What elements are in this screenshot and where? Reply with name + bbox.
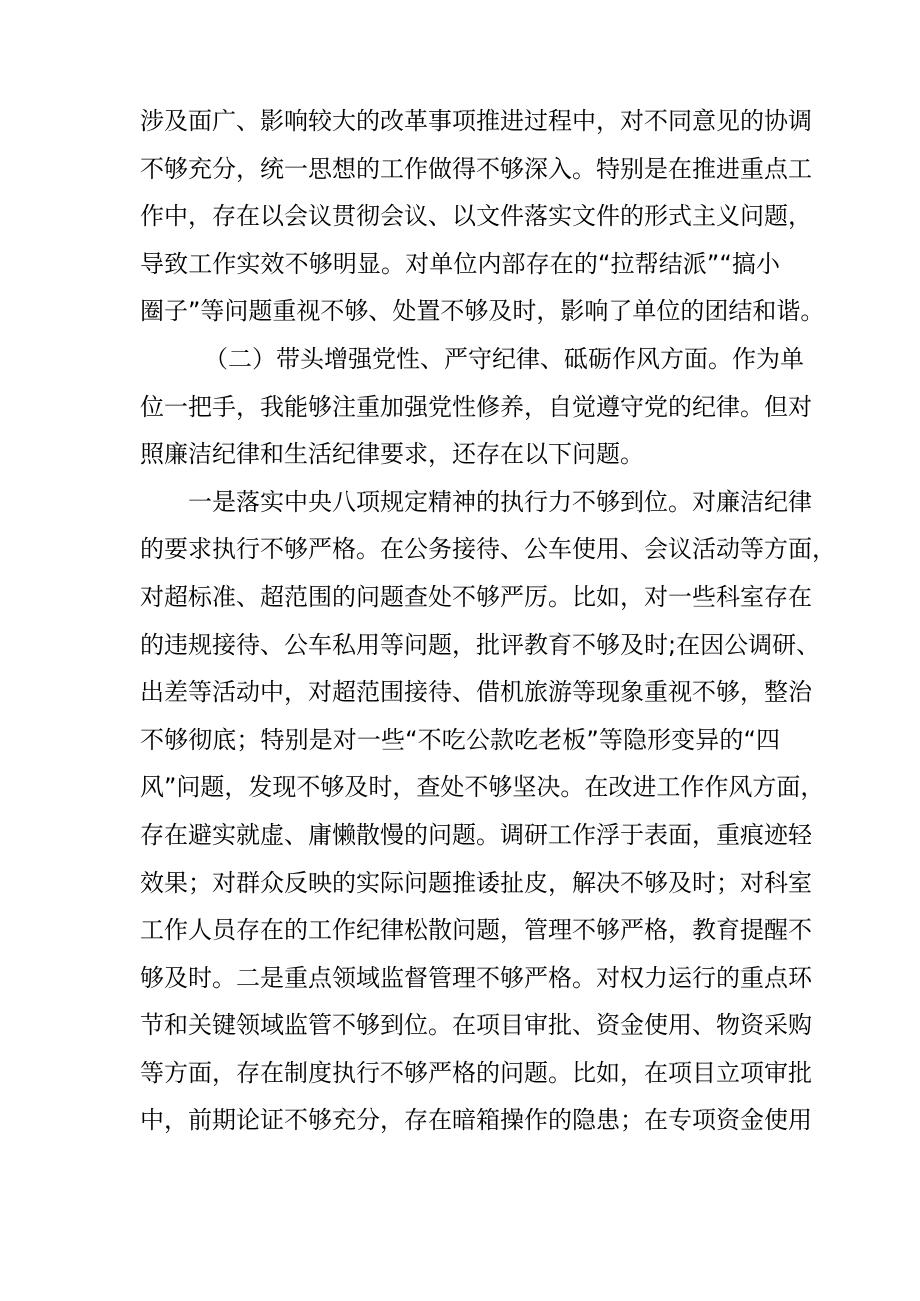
body-text: [140, 98, 836, 1145]
text-line: 导致工作实效不够明显。对单位内部存在的“拉帮结派”“搞小: [140, 249, 780, 278]
text-line: 作中，存在以会议贯彻会议、以文件落实文件的形式主义问题，: [140, 202, 812, 231]
text-line: 存在避实就虚、庸懒散慢的问题。调研工作浮于表面，重痕迹轻: [140, 820, 812, 849]
text-line: 对超标准、超范围的问题查处不够严厉。比如，对一些科室存在: [140, 582, 812, 611]
text-line: 照廉洁纪律和生活纪律要求，还存在以下问题。: [140, 440, 644, 469]
text-line: 不够充分，统一思想的工作做得不够深入。特别是在推进重点工: [140, 154, 812, 183]
text-line: 位一把手，我能够注重加强党性修养，自觉遵守党的纪律。但对: [140, 392, 812, 421]
text-line: 够及时。二是重点领域监督管理不够严格。对权力运行的重点环: [140, 963, 812, 992]
text-line: 的违规接待、公车私用等问题，批评教育不够及时;在因公调研、: [140, 630, 821, 659]
text-line: 涉及面广、影响较大的改革事项推进过程中，对不同意见的协调: [140, 107, 812, 135]
text-line: 效果；对群众反映的实际问题推诿扯皮，解决不够及时；对科室: [140, 868, 812, 897]
text-line: 风”问题，发现不够及时，查处不够坚决。在改进工作作风方面，: [140, 773, 825, 802]
text-line: 中，前期论证不够充分，存在暗箱操作的隐患；在专项资金使用: [140, 1106, 812, 1135]
text-line: 等方面，存在制度执行不够严格的问题。比如，在项目立项审批: [140, 1058, 812, 1087]
text-line: 的要求执行不够严格。在公务接待、公车使用、会议活动等方面，: [140, 535, 836, 564]
section-heading-line: （二）带头增强党性、严守纪律、砥砺作风方面。作为单: [204, 344, 804, 373]
text-line: 圈子”等问题重视不够、处置不够及时，影响了单位的团结和谐。: [140, 297, 825, 326]
text-line: 出差等活动中，对超范围接待、借机旅游等现象重视不够，整治: [140, 678, 812, 707]
text-line: 节和关键领域监管不够到位。在项目审批、资金使用、物资采购: [140, 1011, 812, 1040]
text-line: 工作人员存在的工作纪律松散问题，管理不够严格，教育提醒不: [140, 916, 812, 945]
text-line: 一是落实中央八项规定精神的执行力不够到位。对廉洁纪律: [188, 487, 812, 516]
text-line: 不够彻底；特别是对一些“不吃公款吃老板”等隐形变异的“四: [140, 725, 780, 754]
